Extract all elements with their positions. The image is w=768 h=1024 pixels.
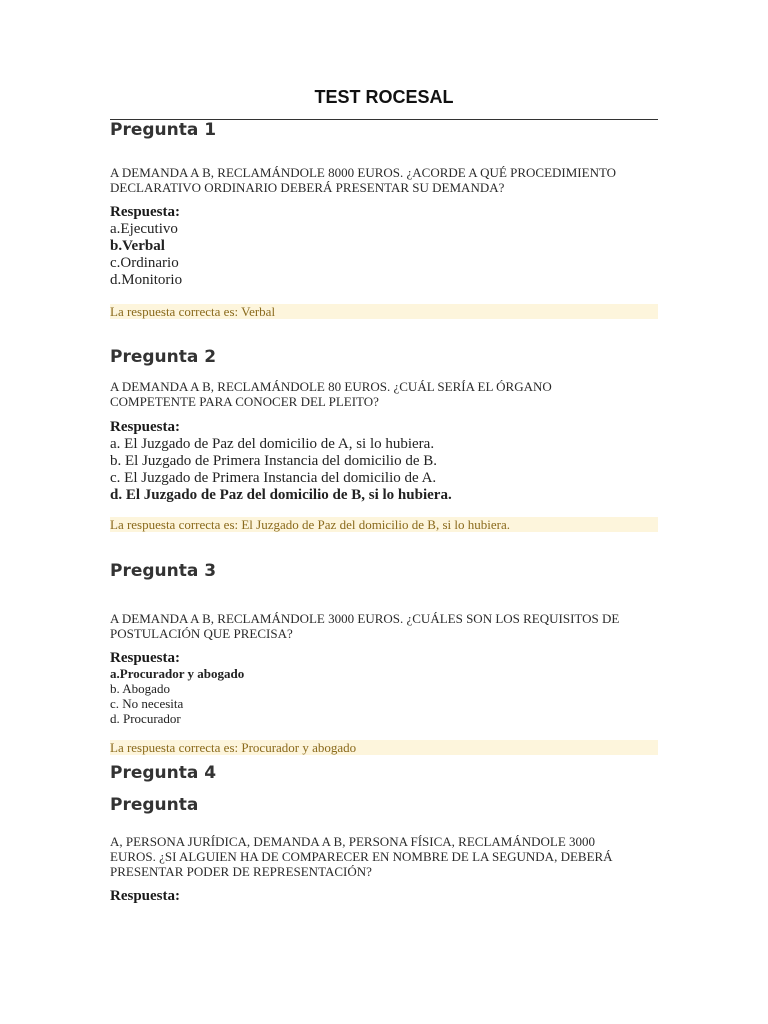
- question-2-response-label: Respuesta:: [110, 419, 180, 435]
- question-3-text-line-2: POSTULACIÓN QUE PRECISA?: [110, 626, 293, 641]
- document-title: TEST ROCESAL: [314, 87, 454, 107]
- question-4-text-line-1: A, PERSONA JURÍDICA, DEMANDA A B, PERSONA FÍSICA, RECLAMÁNDOLE 3000: [110, 834, 596, 849]
- question-2-text-line-1: A DEMANDA A B, RECLAMÁNDOLE 80 EUROS. ¿CUÁL SERÍA EL ÓRGANO: [110, 379, 552, 394]
- question-1-correct-answer: La respuesta correcta es: Verbal: [110, 304, 658, 319]
- question-3-option-a: a.Procurador y abogado: [110, 666, 245, 681]
- question-1-text-line-2: DECLARATIVO ORDINARIO DEBERÁ PRESENTAR SU DEMANDA?: [110, 180, 505, 195]
- question-4-text-line-3: PRESENTAR PODER DE REPRESENTACIÓN?: [110, 864, 372, 879]
- question-3-options: [110, 666, 244, 726]
- question-1-heading: Pregunta 1: [110, 120, 217, 140]
- question-2-heading: Pregunta 2: [110, 347, 217, 367]
- question-2-option-d: d. El Juzgado de Paz del domicilio de B, si lo hubiera.: [110, 487, 452, 503]
- question-2-correct-answer: La respuesta correcta es: El Juzgado de Paz del domicilio de B, si lo hubiera.: [110, 517, 658, 532]
- question-2-option-c: c. El Juzgado de Primera Instancia del domicilio de A.: [110, 470, 437, 486]
- question-4-heading: Pregunta 4: [110, 763, 217, 783]
- question-1-options: [110, 221, 182, 289]
- question-4-text-line-2: EUROS. ¿SI ALGUIEN HA DE COMPARECER EN NOMBRE DE LA SEGUNDA, DEBERÁ: [110, 849, 613, 864]
- question-3-option-c: c. No necesita: [110, 696, 184, 711]
- question-3-response-label: Respuesta:: [110, 650, 180, 666]
- question-3-text: [110, 611, 658, 641]
- question-1-option-c: c.Ordinario: [110, 255, 179, 271]
- question-3-heading: Pregunta 3: [110, 561, 217, 581]
- question-3-option-d: d. Procurador: [110, 711, 181, 726]
- question-4-subheading: Pregunta: [110, 795, 199, 815]
- question-1-option-b: b.Verbal: [110, 238, 165, 254]
- question-2-option-a: a. El Juzgado de Paz del domicilio de A, si lo hubiera.: [110, 436, 435, 452]
- question-4-response-label: Respuesta:: [110, 888, 180, 904]
- question-1-option-a: a.Ejecutivo: [110, 221, 178, 237]
- question-1-text-line-1: A DEMANDA A B, RECLAMÁNDOLE 8000 EUROS. ¿ACORDE A QUÉ PROCEDIMIENTO: [110, 165, 617, 180]
- question-3-text-line-1: A DEMANDA A B, RECLAMÁNDOLE 3000 EUROS. ¿CUÁLES SON LOS REQUISITOS DE: [110, 611, 620, 626]
- question-4-text: [110, 834, 658, 879]
- question-1-text: [110, 165, 658, 195]
- question-3-option-b: b. Abogado: [110, 681, 170, 696]
- question-2-option-b: b. El Juzgado de Primera Instancia del domicilio de B.: [110, 453, 437, 469]
- question-2-options: [110, 436, 452, 504]
- question-3-correct-answer: La respuesta correcta es: Procurador y abogado: [110, 740, 658, 755]
- question-2-text-line-2: COMPETENTE PARA CONOCER DEL PLEITO?: [110, 394, 379, 409]
- question-1-option-d: d.Monitorio: [110, 272, 183, 288]
- question-1-response-label: Respuesta:: [110, 204, 180, 220]
- question-2-text: [110, 379, 658, 409]
